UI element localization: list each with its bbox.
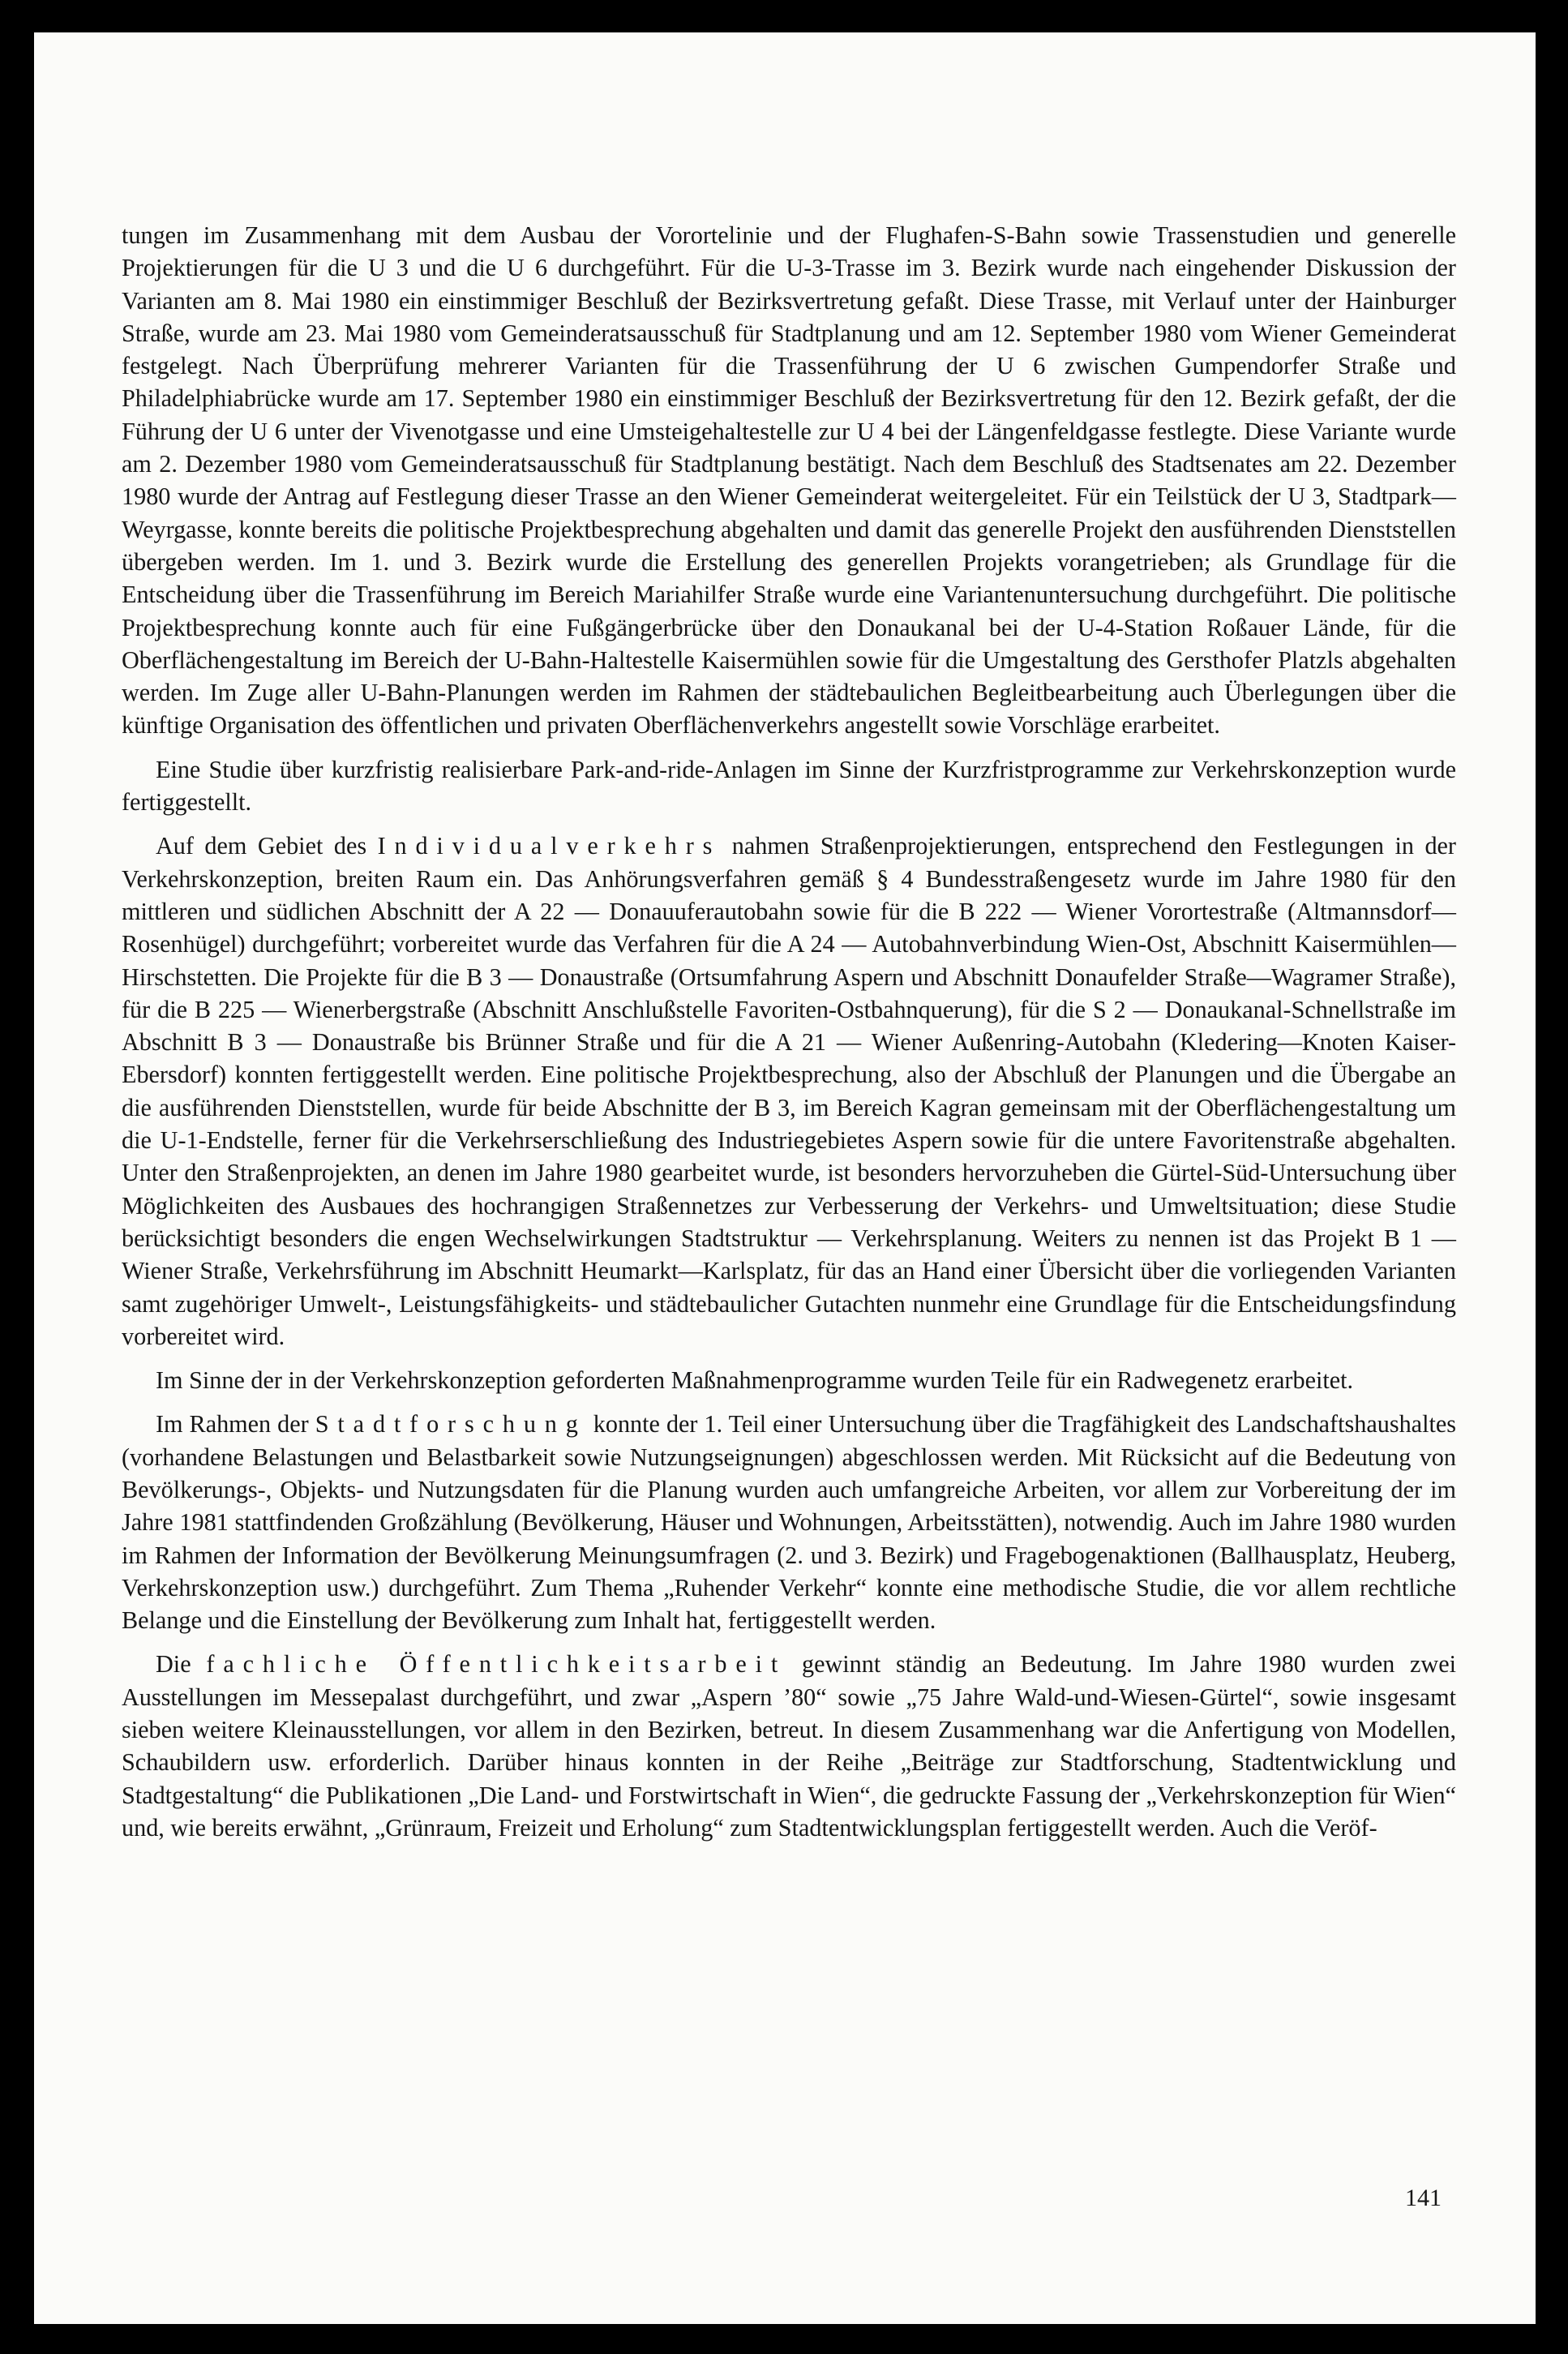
- paragraph-text: Im Sinne der in der Verkehrskonzeption geforderten Maßnahmenprogramme wurden Teile für ein Radwegenetz erarbeitet.: [156, 1366, 1354, 1395]
- paragraph-text: nahmen Straßenprojektierungen, entsprechend den Festlegungen in der Verkehrskonzeption, breiten Raum ein. Das Anhörungsverfahren gemäß § 4 Bundesstraßengesetz wurde im Jahre 1980 für den mittleren und südlichen Abschnitt der A 22 — Donauuferautobahn sowie für die B 222 — Wiener Vorortestraße (Altmannsdorf—Rosenhügel) durchgeführt; vorbereitet wurde das Verfahren für die A 24 — Autobahnverbindung Wien-Ost, Abschnitt Kaisermühlen—Hirschstetten. Die Projekte für die B 3 — Donaustraße (Ortsumfahrung Aspern und Abschnitt Donaufelder Straße—Wagramer Straße), für die B 225 — Wienerbergstraße (Abschnitt Anschlußstelle Favoriten-Ostbahnquerung), für die S 2 — Donaukanal-Schnellstraße im Abschnitt B 3 — Donaustraße bis Brünner Straße und für die A 21 — Wiener Außenring-Autobahn (Kledering—Knoten Kaiser-Ebersdorf) konnten fertiggestellt werden. Eine politische Projektbesprechung, also der Abschluß der Planungen und die Übergabe an die ausführenden Dienststellen, wurde für beide Abschnitte der B 3, im Bereich Kagran gemeinsam mit der Oberflächengestaltung um die U-1-Endstelle, ferner für die Verkehrserschließung des Industriegebietes Aspern sowie für die untere Favoritenstraße abgehalten. Unter den Straßenprojekten, an denen im Jahre 1980 gearbeitet wurde, ist besonders hervorzuheben die Gürtel-Süd-Untersuchung über Möglichkeiten des Ausbaues des hochrangigen Straßennetzes zur Verbesserung der Verkehrs- und Umweltsituation; diese Studie berücksichtigt besonders die engen Wechselwirkungen Stadtstruktur — Verkehrsplanung. Weiters zu nennen ist das Projekt B 1 — Wiener Straße, Verkehrsführung im Abschnitt Heumarkt—Karlsplatz, für das an Hand einer Übersicht über die vorliegenden Varianten samt zugehöriger Umwelt-, Leistungsfähigkeits- und städtebaulicher Gutachten nunmehr eine Grundlage für die Entscheidungsfindung vorbereitet wird.: [122, 832, 1456, 1350]
- paragraph-text: Im Rahmen der: [156, 1410, 315, 1439]
- paragraph-text: tungen im Zusammenhang mit dem Ausbau der Vorortelinie und der Flughafen-S-Bahn sowie Trassenstudien und generelle Projektierungen für die U 3 und die U 6 durchgeführt. Für die U-3-Trasse im 3. Bezirk wurde nach eingehender Diskussion der Varianten am 8. Mai 1980 ein einstimmiger Beschluß der Bezirksvertretung gefaßt. Diese Trasse, mit Verlauf unter der Hainburger Straße, wurde am 23. Mai 1980 vom Gemeinderatsausschuß für Stadtplanung und am 12. September 1980 vom Wiener Gemeinderat festgelegt. Nach Überprüfung mehrerer Varianten für die Trassenführung der U 6 zwischen Gumpendorfer Straße und Philadelphiabrücke wurde am 17. September 1980 ein einstimmiger Beschluß der Bezirksvertretung für den 12. Bezirk gefaßt, der die Führung der U 6 unter der Vivenotgasse und eine Umsteigehaltestelle zur U 4 bei der Längenfeldgasse festlegte. Diese Variante wurde am 2. Dezember 1980 vom Gemeinderatsausschuß für Stadtplanung bestätigt. Nach dem Beschluß des Stadtsenates am 22. Dezember 1980 wurde der Antrag auf Festlegung dieser Trasse an den Wiener Gemeinderat weitergeleitet. Für ein Teilstück der U 3, Stadtpark—Weyrgasse, konnte bereits die politische Projektbesprechung abgehalten und damit das generelle Projekt den ausführenden Dienststellen übergeben werden. Im 1. und 3. Bezirk wurde die Erstellung des generellen Projekts vorangetrieben; als Grundlage für die Entscheidung über die Trassenführung im Bereich Mariahilfer Straße wurde eine Variantenuntersuchung durchgeführt. Die politische Projektbesprechung konnte auch für eine Fußgängerbrücke über den Donaukanal bei der U-4-Station Roßauer Lände, für die Oberflächengestaltung im Bereich der U-Bahn-Haltestelle Kaisermühlen sowie für die Umgestaltung des Gersthofer Platzls abgehalten werden. Im Zuge aller U-Bahn-Planungen werden im Rahmen der städtebaulichen Begleitbearbeitung auch Überlegungen über die künftige Organisation des öffentlichen und privaten Oberflächenverkehrs angestellt sowie Vorschläge erarbeitet.: [122, 221, 1456, 740]
- paragraph-radwegenetz: [122, 1364, 1456, 1396]
- spaced-keyword: fachliche Öffentlichkeitsarbeit: [206, 1650, 787, 1679]
- paragraph-text: Eine Studie über kurzfristig realisierbare Park-and-ride-Anlagen im Sinne der Kurzfristprogramme zur Verkehrskonzeption wurde fertiggestellt.: [122, 755, 1456, 817]
- spaced-keyword: Individualverkehrs: [377, 832, 722, 860]
- page-number: 141: [1405, 2185, 1442, 2211]
- paragraph-park-and-ride: [122, 753, 1456, 819]
- paragraph-text: Auf dem Gebiet des: [156, 832, 378, 860]
- spaced-keyword: Stadtforschung: [315, 1410, 587, 1439]
- paragraph-text: gewinnt ständig an Bedeutung. Im Jahre 1980 wurden zwei Ausstellungen im Messepalast durchgeführt, und zwar „Aspern ’80“ sowie „75 Jahre Wald-und-Wiesen-Gürtel“, sowie insgesamt sieben weitere Kleinausstellungen, vor allem in den Bezirken, betreut. In diesem Zusammenhang war die Anfertigung von Modellen, Schaubildern usw. erforderlich. Darüber hinaus konnten in der Reihe „Beiträge zur Stadtforschung, Stadtentwicklung und Stadtgestaltung“ die Publikationen „Die Land- und Forstwirtschaft in Wien“, die gedruckte Fassung der „Verkehrskonzeption für Wien“ und, wie bereits erwähnt, „Grünraum, Freizeit und Erholung“ zum Stadtentwicklungsplan fertiggestellt werden. Auch die Veröf-: [122, 1650, 1456, 1842]
- document-page: [34, 32, 1536, 2324]
- paragraph-u-bahn-planning: [122, 219, 1456, 742]
- paragraph-oeffentlichkeitsarbeit: [122, 1648, 1456, 1844]
- paragraph-individualverkehr: [122, 830, 1456, 1353]
- body-text: [122, 219, 1456, 1855]
- paragraph-stadtforschung: [122, 1408, 1456, 1636]
- paragraph-text: Die: [156, 1650, 207, 1679]
- paragraph-text: konnte der 1. Teil einer Untersuchung über die Tragfähigkeit des Landschaftshaushaltes (vorhandene Belastungen und Belastbarkeit sowie Nutzungseignungen) abgeschlossen werden. Mit Rücksicht auf die Bedeutung von Bevölkerungs-, Objekts- und Nutzungsdaten für die Planung wurden auch umfangreiche Arbeiten, vor allem zur Vorbereitung der im Jahre 1981 stattfindenden Großzählung (Bevölkerung, Häuser und Wohnungen, Arbeitsstätten), notwendig. Auch im Jahre 1980 wurden im Rahmen der Information der Bevölkerung Meinungsumfragen (2. und 3. Bezirk) und Fragebogenaktionen (Ballhausplatz, Heuberg, Verkehrskonzeption usw.) durchgeführt. Zum Thema „Ruhender Verkehr“ konnte eine methodische Studie, die vor allem rechtliche Belange und die Einstellung der Bevölkerung zum Inhalt hat, fertiggestellt werden.: [122, 1410, 1456, 1635]
